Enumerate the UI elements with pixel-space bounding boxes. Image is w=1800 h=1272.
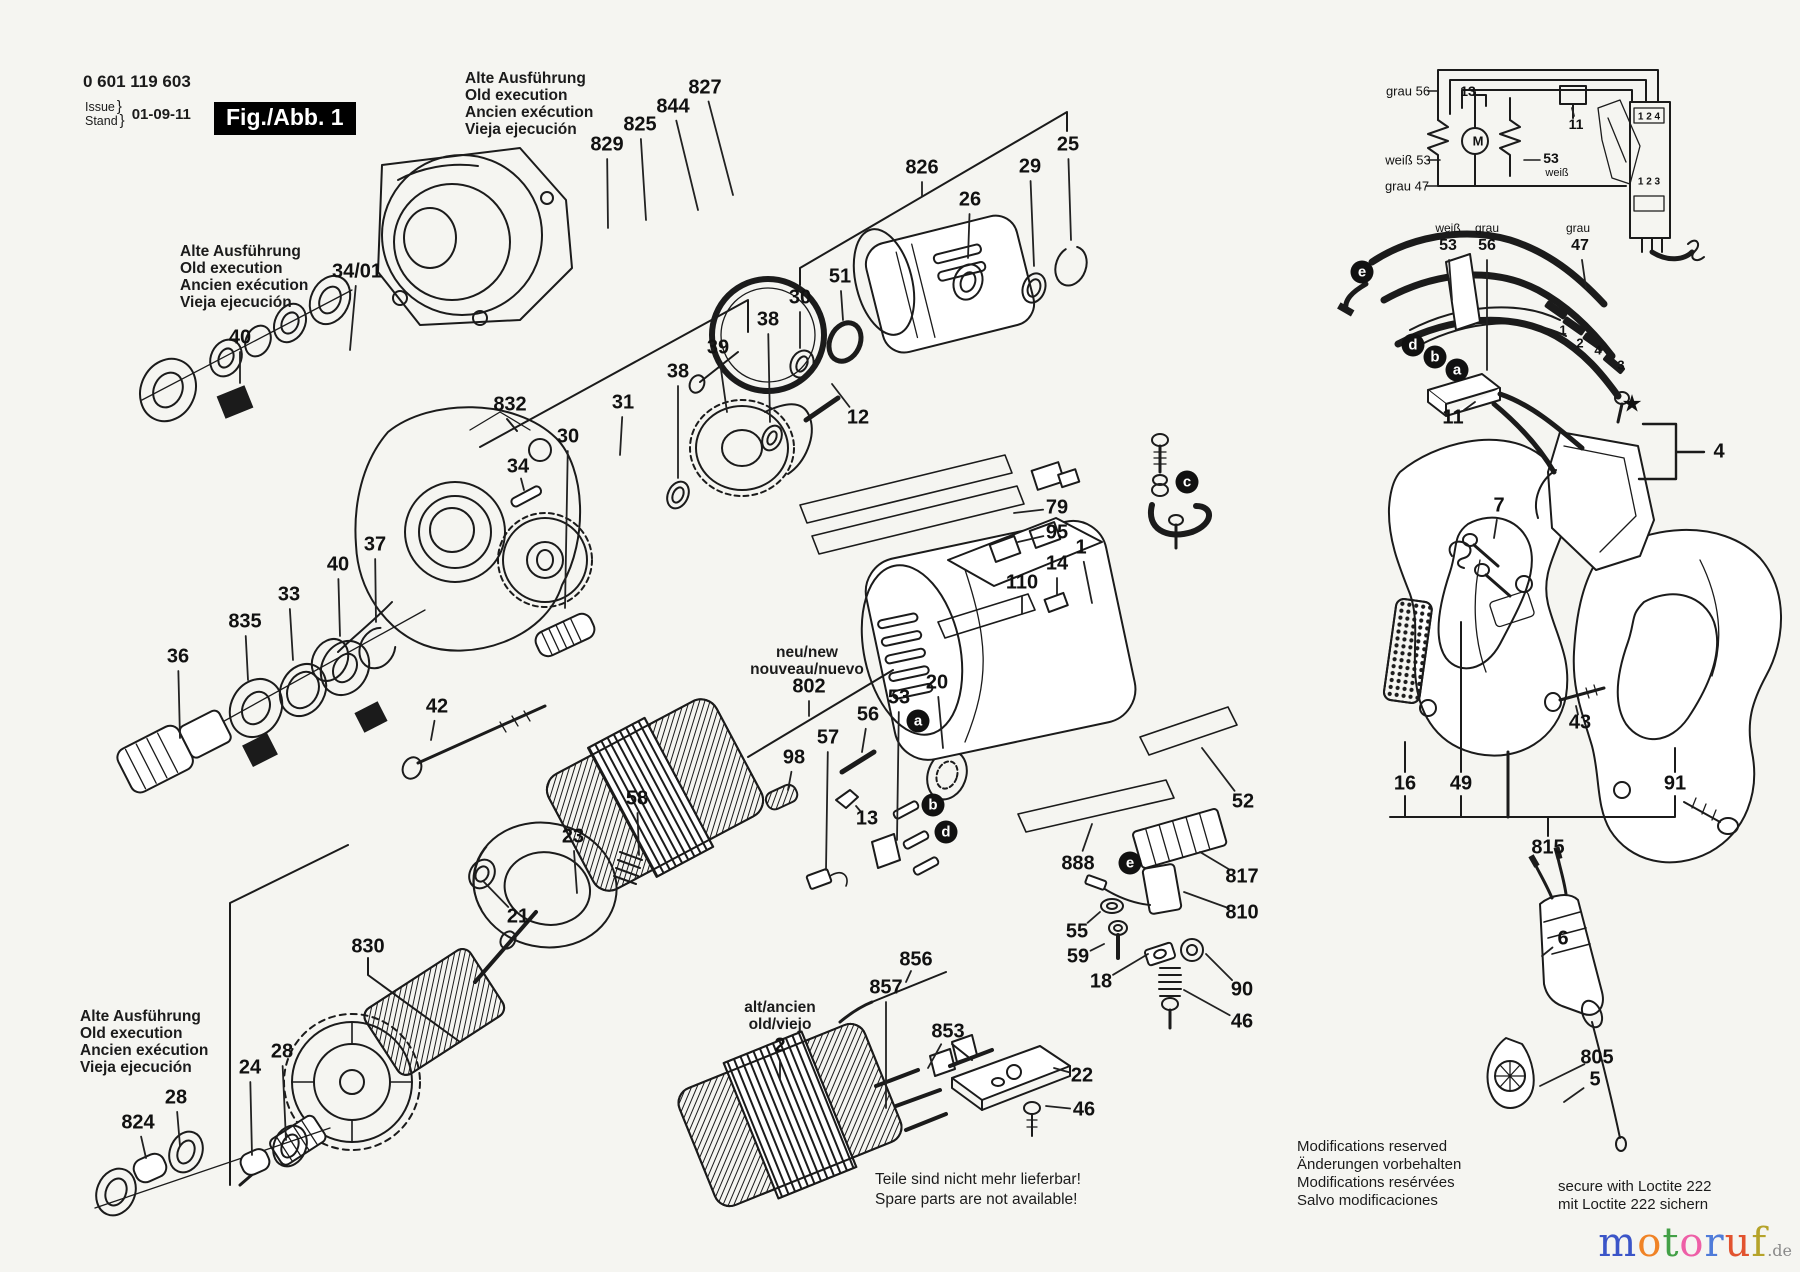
- part-callout-13: 13: [1460, 83, 1476, 99]
- part-callout-91: 91: [1663, 772, 1687, 795]
- part-callout-51: 51: [828, 265, 852, 288]
- logo-letter: r: [1704, 1220, 1725, 1266]
- brace-glyph: }: [119, 112, 125, 129]
- part-callout-e: e: [1351, 261, 1374, 284]
- part-callout-e: e: [1119, 852, 1142, 875]
- part-callout-844: 844: [656, 95, 690, 118]
- part-callout-a: a: [1446, 359, 1469, 382]
- part-callout-14: 14: [1045, 552, 1069, 575]
- logo-letter: o: [1637, 1220, 1663, 1266]
- part-callout-90: 90: [1230, 978, 1254, 1001]
- part-callout-21: 21: [506, 905, 530, 928]
- old-execution-note-left: Alte Ausführung Old execution Ancien exécution Vieja ejecución: [180, 243, 309, 311]
- part-callout-53: 53: [887, 686, 911, 709]
- part-callout-43: 43: [1568, 711, 1592, 734]
- part-callout-1 2 3: 1 2 3: [1637, 176, 1661, 188]
- part-callout-3: 3: [1617, 357, 1625, 373]
- part-callout-817: 817: [1225, 865, 1259, 888]
- part-callout-20: 20: [925, 671, 949, 694]
- part-callout-888: 888: [1061, 852, 1095, 875]
- part-callout-30: 30: [788, 286, 812, 309]
- part-callout-38: 38: [666, 360, 690, 383]
- wire-label-grau: grau: [1565, 221, 1591, 235]
- loctite-note: secure with Loctite 222 mit Loctite 222 sichern: [1558, 1178, 1712, 1213]
- part-callout-95: 95: [1045, 521, 1069, 544]
- part-callout-810: 810: [1225, 901, 1259, 924]
- old-execution-note-bottom: Alte Ausführung Old execution Ancien exécution Vieja ejecución: [80, 1008, 209, 1076]
- part-callout-5: 5: [1589, 1068, 1601, 1091]
- logo-letter: f: [1751, 1220, 1768, 1266]
- part-callout-18: 18: [1089, 970, 1113, 993]
- part-callout-28: 28: [270, 1040, 294, 1063]
- part-callout-30: 30: [556, 425, 580, 448]
- part-callout-110: 110: [1005, 571, 1039, 594]
- part-callout-827: 827: [688, 76, 722, 99]
- part-callout-11: 11: [1442, 406, 1464, 429]
- part-callout-46: 46: [1230, 1010, 1254, 1033]
- part-callout-34: 34: [506, 455, 530, 478]
- part-callout-a: a: [907, 710, 930, 733]
- part-callout-46: 46: [1072, 1098, 1096, 1121]
- part-callout-36: 36: [166, 645, 190, 668]
- part-callout-56: 56: [856, 703, 880, 726]
- modifications-note: Modifications reserved Änderungen vorbehalten Modifications resérvées Salvo modificaciones: [1297, 1138, 1462, 1209]
- part-callout-802: 802: [792, 675, 826, 698]
- old-execution-note-top: Alte Ausführung Old execution Ancien exécution Vieja ejecución: [465, 70, 594, 138]
- part-callout-835: 835: [228, 610, 262, 633]
- part-callout-1: 1: [1559, 322, 1567, 338]
- wire-label-grau-47: grau 47: [1384, 178, 1430, 194]
- part-callout-79: 79: [1045, 496, 1069, 519]
- part-callout-98: 98: [782, 746, 806, 769]
- part-callout-c: c: [1176, 471, 1199, 494]
- part-callout-2: 2: [774, 1034, 786, 1057]
- part-callout-b: b: [922, 794, 945, 817]
- parts-unavailable-note: Teile sind nicht mehr lieferbar! Spare parts are not available!: [875, 1171, 1081, 1208]
- part-callout-55: 55: [1065, 920, 1089, 943]
- part-callout-53: 53: [1439, 237, 1457, 254]
- issue-stand-field: [85, 100, 191, 128]
- part-callout-25: 25: [1056, 133, 1080, 156]
- part-callout-24: 24: [238, 1056, 262, 1079]
- part-callout-29: 29: [1018, 155, 1042, 178]
- part-callout-26: 26: [958, 188, 982, 211]
- part-callout-37: 37: [363, 533, 387, 556]
- part-callout-28: 28: [164, 1086, 188, 1109]
- part-callout-4: 4: [1713, 440, 1725, 463]
- part-callout-853: 853: [931, 1020, 965, 1043]
- loctite-star-marker: ★: [1621, 390, 1643, 418]
- motoruf-logo: [1598, 1220, 1792, 1266]
- part-callout-829: 829: [590, 133, 624, 156]
- part-callout-825: 825: [623, 113, 657, 136]
- part-callout-40: 40: [228, 326, 252, 349]
- part-callout-16: 16: [1393, 772, 1417, 795]
- part-callout-2: 2: [1576, 335, 1584, 351]
- part-callout-42: 42: [425, 695, 449, 718]
- part-callout-857: 857: [869, 976, 903, 999]
- part-callout-49: 49: [1449, 772, 1473, 795]
- part-callout-33: 33: [277, 583, 301, 606]
- part-callout-830: 830: [351, 935, 385, 958]
- part-callout-57: 57: [816, 726, 840, 749]
- part-callout-58: 58: [625, 787, 649, 810]
- logo-domain-suffix: .de: [1767, 1241, 1792, 1260]
- part-callout-40: 40: [326, 553, 350, 576]
- part-callout-6: 6: [1557, 927, 1569, 950]
- wire-label-weiss-53: weiß 53: [1385, 152, 1431, 168]
- part-callout-1: 1: [1075, 536, 1087, 559]
- part-callout-b: b: [1424, 346, 1447, 369]
- part-callout-22: 22: [1070, 1064, 1094, 1087]
- brace-glyph: }: [116, 98, 122, 115]
- wire-label-grau-56: grau 56: [1385, 83, 1431, 99]
- issue-label: Issue: [85, 100, 115, 114]
- part-callout-38: 38: [756, 308, 780, 331]
- part-callout-23: 23: [561, 825, 585, 848]
- logo-letter: u: [1724, 1220, 1752, 1266]
- logo-letter: t: [1662, 1220, 1680, 1266]
- part-callout-13: 13: [855, 807, 879, 830]
- logo-letter: o: [1679, 1220, 1705, 1266]
- part-callout-39: 39: [706, 336, 730, 359]
- part-callout-11: 11: [1568, 116, 1584, 132]
- part-callout-d: d: [935, 821, 958, 844]
- part-callout-47: 47: [1571, 237, 1589, 254]
- part-callout-856: 856: [899, 948, 933, 971]
- part-callout-34/01: 34/01: [331, 260, 383, 283]
- stand-label: Stand: [85, 114, 118, 128]
- issue-date: 01-09-11: [131, 105, 191, 123]
- part-callout-d: d: [1402, 334, 1425, 357]
- wire-label-weiss: weiß: [1435, 221, 1461, 235]
- motor-symbol-label: M: [1472, 133, 1484, 149]
- part-callout-1 2 4: 1 2 4: [1637, 111, 1661, 123]
- logo-letter: m: [1598, 1220, 1638, 1266]
- part-callout-56: 56: [1478, 237, 1496, 254]
- part-callout-805: 805: [1580, 1046, 1614, 1069]
- part-callout-12: 12: [846, 406, 870, 429]
- part-callout-59: 59: [1066, 945, 1090, 968]
- new-version-note: neu/new nouveau/nuevo: [750, 644, 864, 678]
- old-version-note: alt/ancien old/viejo: [744, 999, 816, 1033]
- part-callout-4: 4: [1594, 342, 1602, 358]
- wire-label-grau: grau: [1474, 221, 1500, 235]
- part-callout-7: 7: [1493, 494, 1505, 517]
- wire-label-weiss: weiß: [1545, 167, 1569, 179]
- document-part-number: 0 601 119 603: [83, 72, 191, 91]
- part-callout-832: 832: [493, 393, 527, 416]
- part-callout-824: 824: [121, 1111, 155, 1134]
- figure-label-badge: Fig./Abb. 1: [214, 102, 356, 135]
- part-callout-815: 815: [1531, 836, 1565, 859]
- part-callout-826: 826: [905, 156, 939, 179]
- part-callout-53: 53: [1543, 150, 1559, 166]
- part-callout-52: 52: [1231, 790, 1255, 813]
- part-callout-31: 31: [611, 391, 635, 414]
